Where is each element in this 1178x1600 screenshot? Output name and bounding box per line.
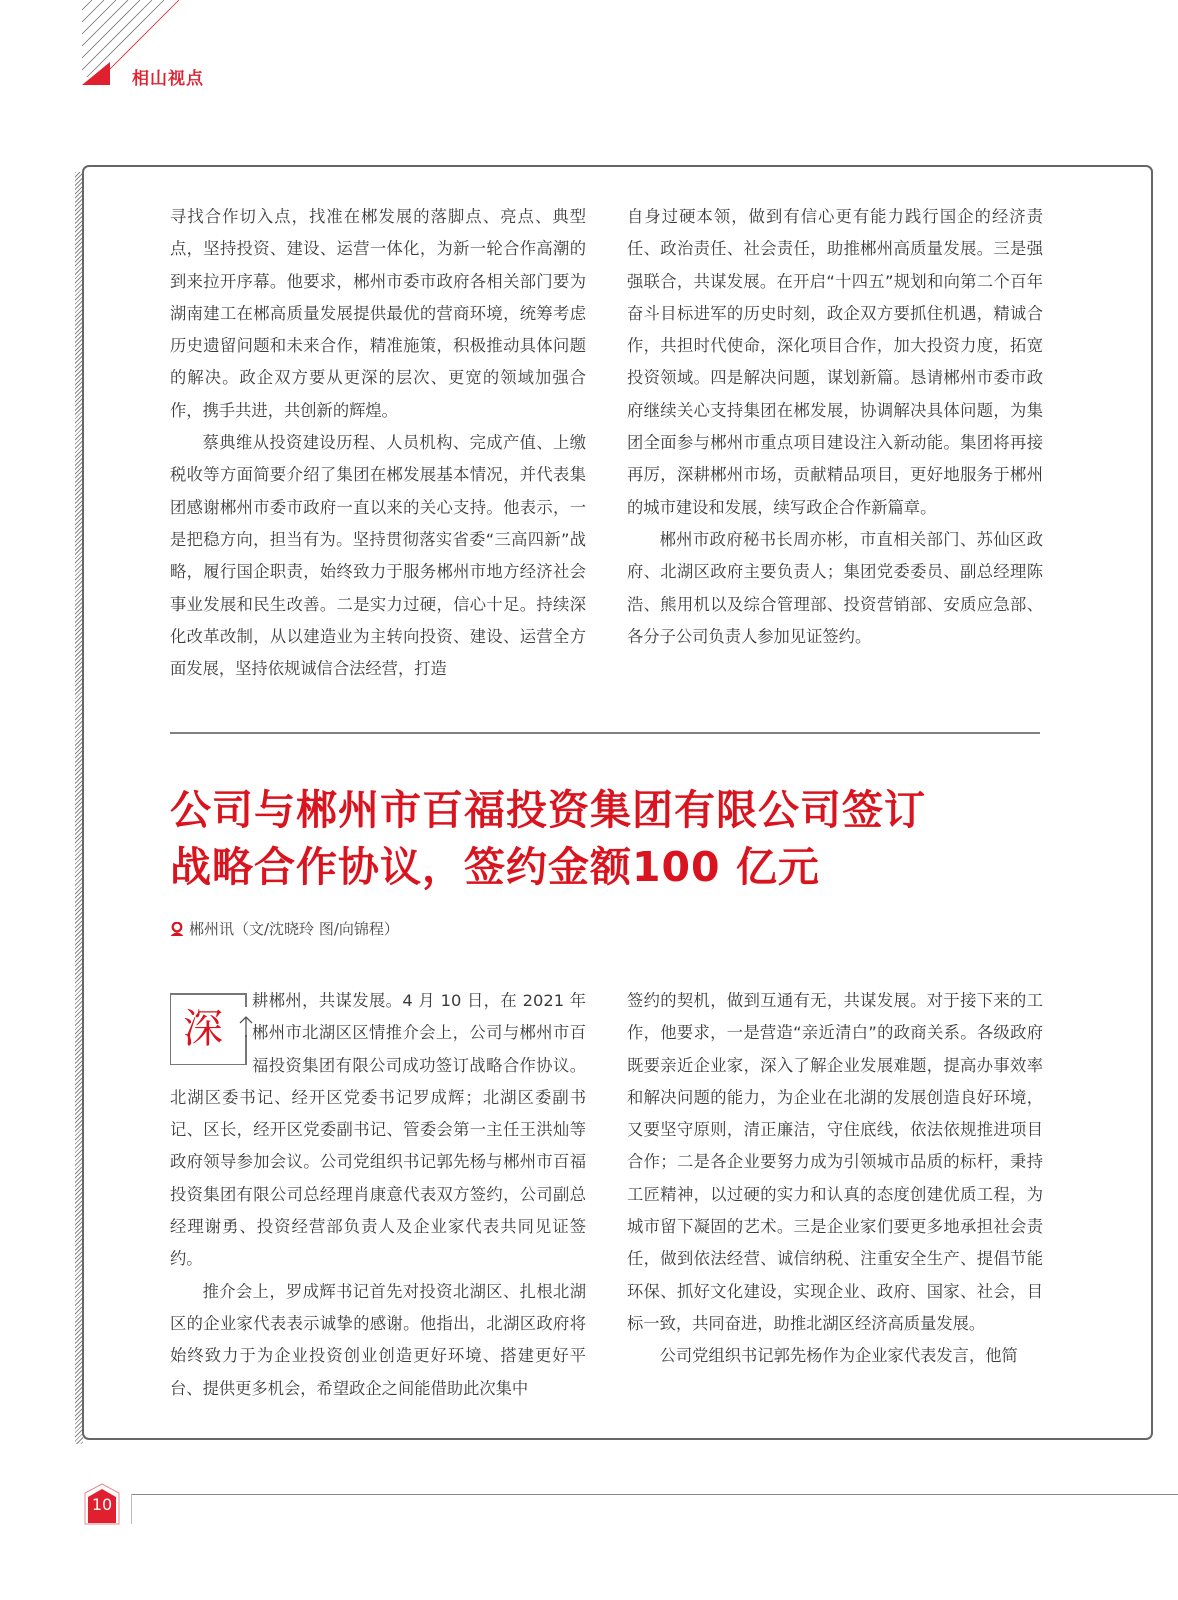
paragraph: 蔡典维从投资建设历程、人员机构、完成产值、上缴税收等方面简要介绍了集团在郴发展基本情况，并代表集团感谢郴州市委市政府一直以来的关心支持。他表示，一是把稳方向，担当有为。坚持贯彻落实省委“三高四新”战略，履行国企职责，始终致力于服务郴州市地方经济社会事业发展和民生改善。二是实力过硬，信心十足。持续深化改革改制，从以建造业为主转向投资、建设、运营全方面发展，坚持依规诚信合法经营，打造 bbox=[170, 433, 586, 679]
paragraph: 公司党组织书记郭先杨作为企业家代表发言，他简 bbox=[659, 1346, 1018, 1366]
person-icon bbox=[170, 922, 184, 936]
section-divider bbox=[170, 732, 1040, 734]
paragraph-text: 耕郴州，共谋发展。4 月 10 日，在 2021 年郴州市北湖区区情推介会上，公司与郴州市百福投资集团有限公司成功签订战略合作协议。北湖区委书记、经开区党委书记罗成辉；北湖区委副书记、区长，经开区党委副书记、管委会第一主任王洪灿等政府领导参加会议。公司党组织书记郭先杨与郴州市百福投资集团有限公司总经理肖康意代表双方签约，公司副总经理谢勇、投资经营部负责人及企业家代表共同见证签约。 bbox=[170, 991, 586, 1269]
headline-line-2: 战略合作协议，签约金额100 亿元 bbox=[170, 843, 820, 891]
headline-line-1: 公司与郴州市百福投资集团有限公司签订 bbox=[170, 786, 926, 834]
paragraph: 自身过硬本领，做到有信心更有能力践行国企的经济责任、政治责任、社会责任，助推郴州高质量发展。三是强强联合，共谋发展。在开启“十四五”规划和向第二个百年奋斗目标进军的历史时刻，政企双方要抓住机遇，精诚合作，共担时代使命，深化项目合作，加大投资力度，拓宽投资领域。四是解决问题，谋划新篇。恳请郴州市委市政府继续关心支持集团在郴发展，协调解决具体问题，为集团全面参与郴州市重点项目建设注入新动能。集团将再接再厉，深耕郴州市场，贡献精品项目，更好地服务于郴州的城市建设和发展，续写政企合作新篇章。 bbox=[627, 207, 1043, 517]
page-number: 10 bbox=[91, 1495, 113, 1514]
article2-column-left bbox=[170, 985, 586, 1405]
byline-text: 郴州讯（文/沈晓玲 图/向锦程） bbox=[189, 920, 399, 938]
article-headline bbox=[170, 782, 926, 896]
arrow-up-icon bbox=[239, 1015, 253, 1037]
byline bbox=[170, 918, 399, 939]
drop-cap-char: 深 bbox=[183, 1006, 223, 1052]
paragraph bbox=[170, 985, 586, 1276]
article1-column-right bbox=[627, 201, 1043, 653]
paragraph: 寻找合作切入点，找准在郴发展的落脚点、亮点、典型点，坚持投资、建设、运营一体化，为新一轮合作高潮的到来拉开序幕。他要求，郴州市委市政府各相关部门要为湖南建工在郴高质量发展提供最优的营商环境，统筹考虑历史遗留问题和未来合作，精准施策，积极推动具体问题的解决。政企双方要从更深的层次、更宽的领域加强合作，携手共进，共创新的辉煌。 bbox=[170, 207, 586, 420]
section-label: 相山视点 bbox=[132, 69, 204, 89]
page-number-badge bbox=[84, 1483, 120, 1525]
article1-column-left bbox=[170, 201, 586, 685]
paragraph: 推介会上，罗成辉书记首先对投资北湖区、扎根北湖区的企业家代表表示诚挚的感谢。他指出，北湖区政府将始终致力于为企业投资创业创造更好环境、搭建更好平台、提供更多机会，希望政企之间能借助此次集中 bbox=[170, 1281, 586, 1398]
footer-line bbox=[131, 1494, 1178, 1495]
drop-cap bbox=[170, 993, 240, 1057]
article2-column-right bbox=[627, 985, 1043, 1373]
footer-tick bbox=[131, 1494, 132, 1524]
paragraph: 郴州市政府秘书长周亦彬，市直相关部门、苏仙区政府、北湖区政府主要负责人；集团党委委员、副总经理陈浩、熊用机以及综合管理部、投资营销部、安质应急部、各分子公司负责人参加见证签约。 bbox=[627, 529, 1043, 646]
paragraph: 签约的契机，做到互通有无，共谋发展。对于接下来的工作，他要求，一是营造“亲近清白”的政商关系。各级政府既要亲近企业家，深入了解企业发展难题，提高办事效率和解决问题的能力，为企业在北湖的发展创造良好环境，又要坚守原则，清正廉洁，守住底线，依法依规推进项目合作；二是各企业要努力成为引领城市品质的标杆，秉持工匠精神，以过硬的实力和认真的态度创建优质工程，为城市留下凝固的艺术。三是企业家们要更多地承担社会责任，做到依法经营、诚信纳税、注重安全生产、提倡节能环保、抓好文化建设，实现企业、政府、国家、社会，目标一致，共同奋进，助推北湖区经济高质量发展。 bbox=[627, 991, 1043, 1333]
